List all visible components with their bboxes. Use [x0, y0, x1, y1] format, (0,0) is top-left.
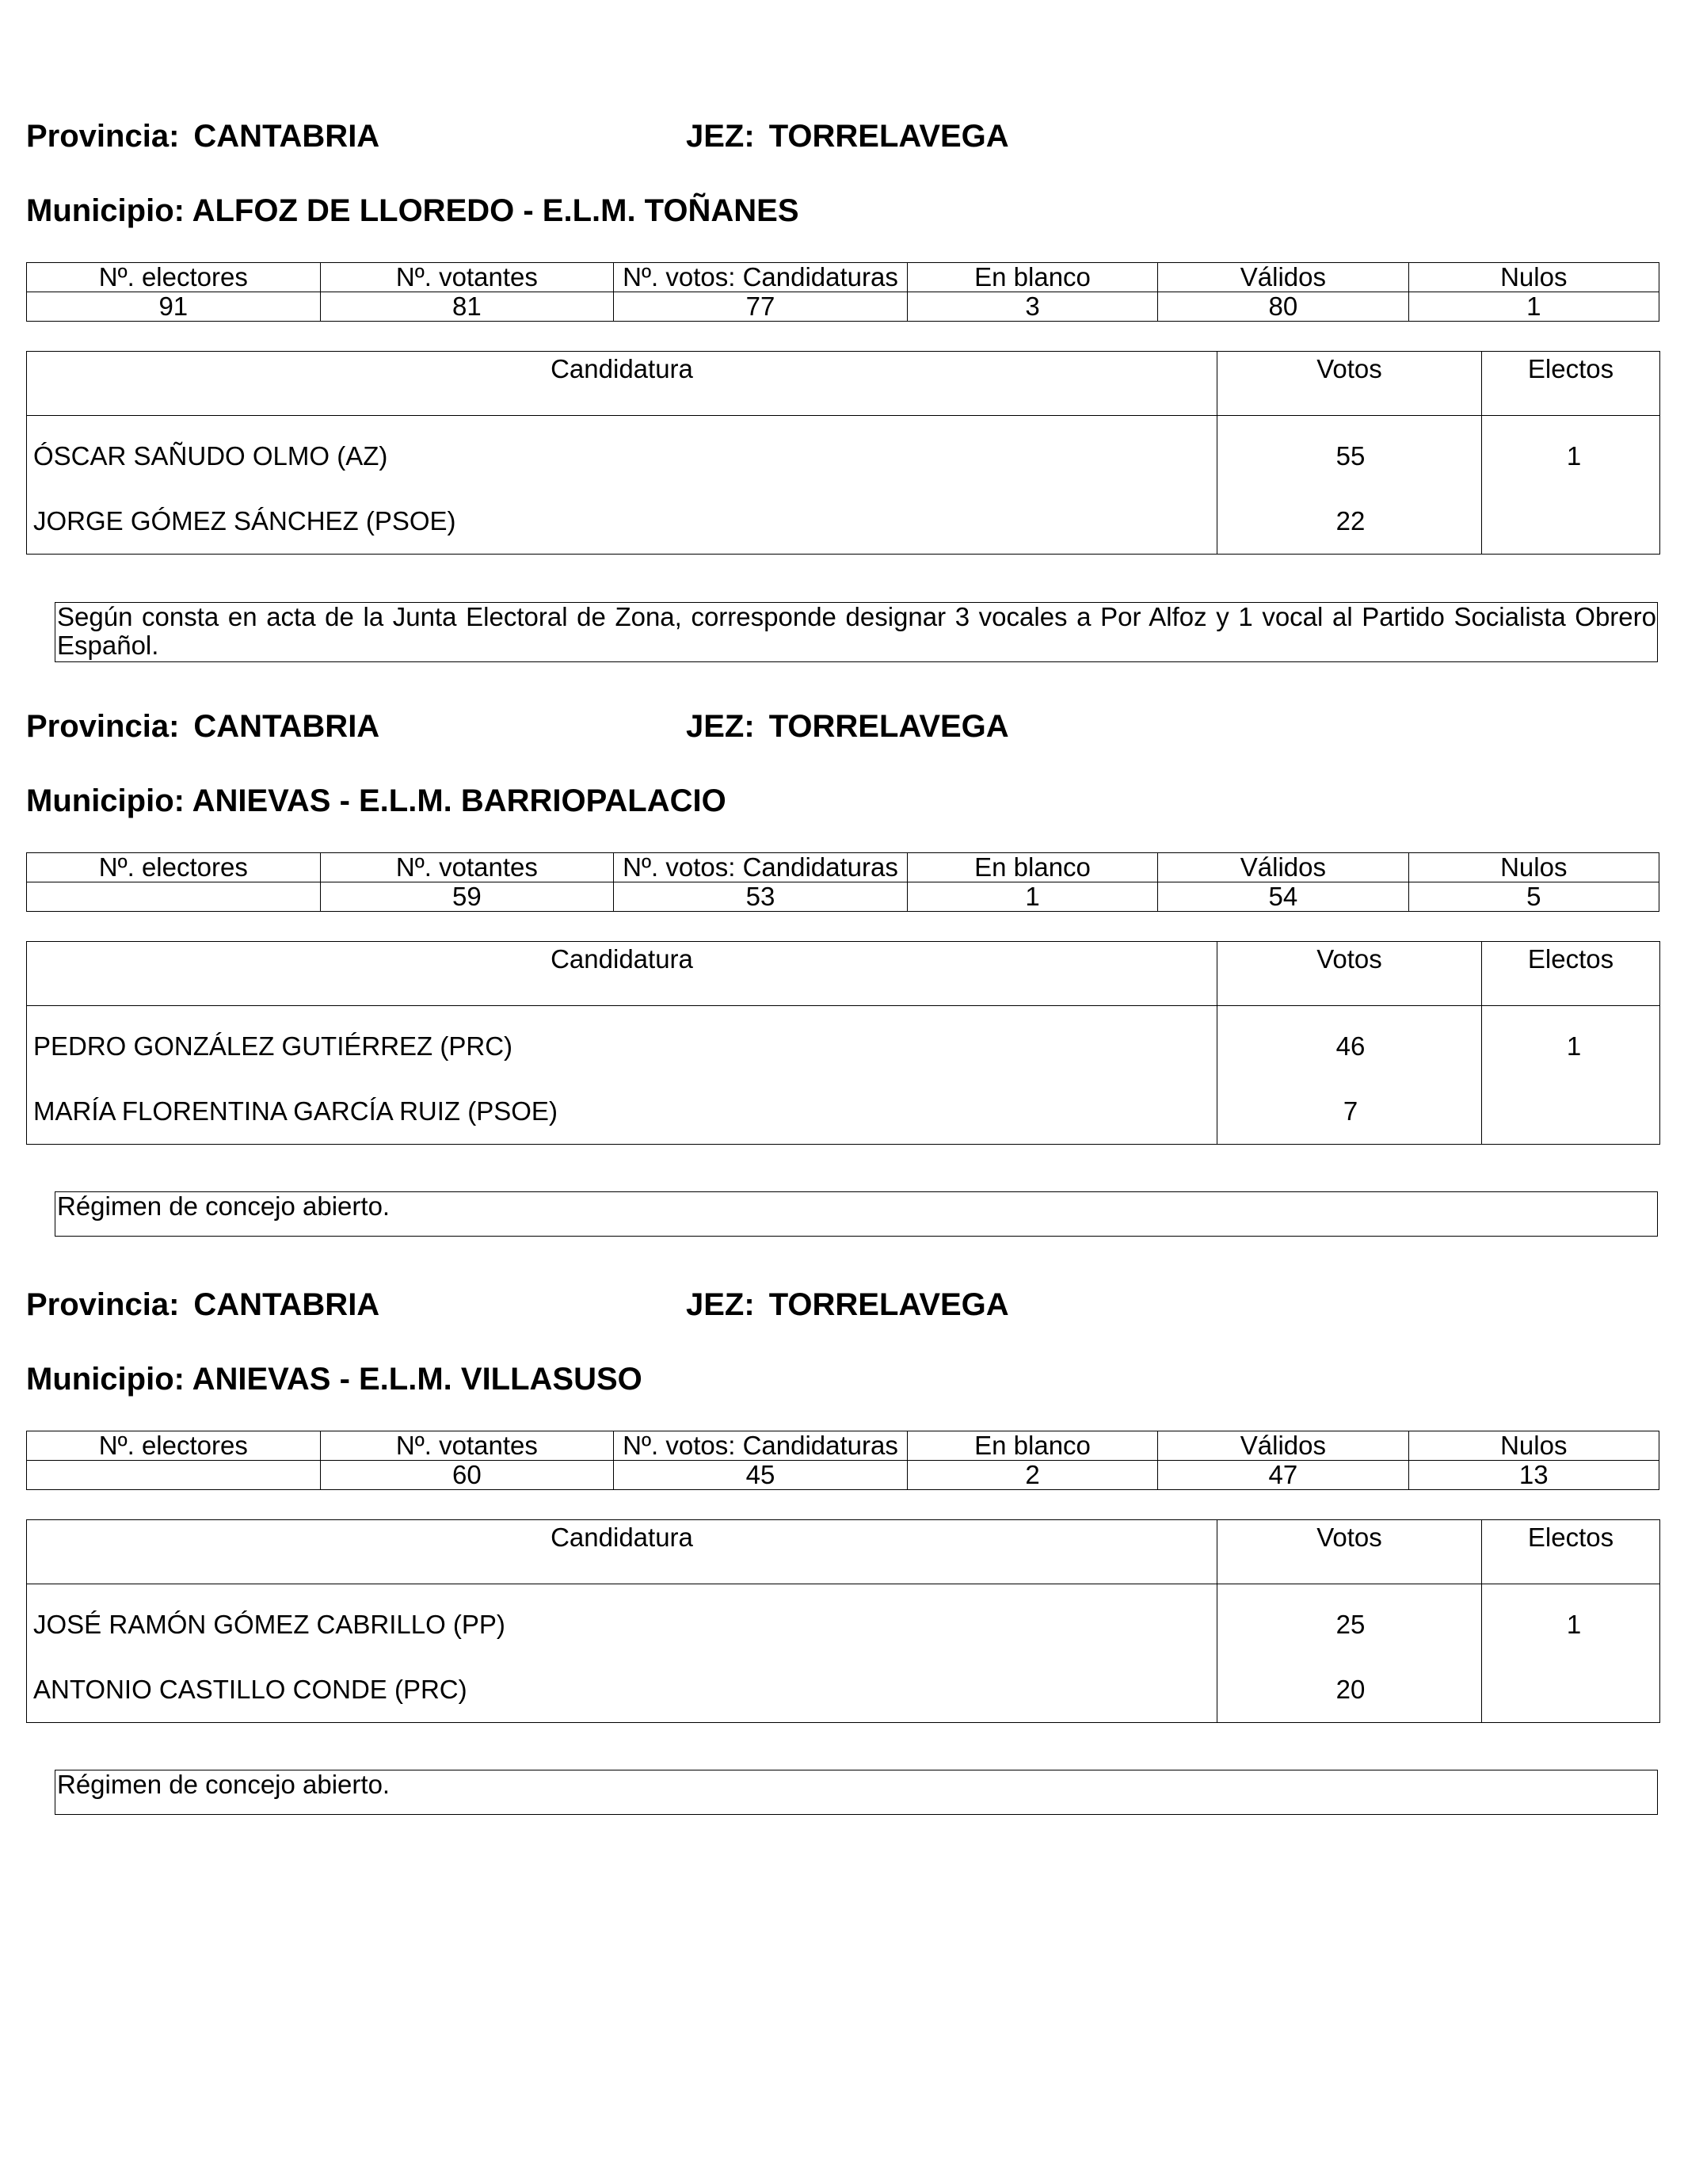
candidates-table — [26, 941, 1660, 1145]
jez-value: TORRELAVEGA — [768, 1287, 1009, 1322]
votos-header: Votos — [1217, 352, 1482, 416]
stats-header-electores: Nº. electores — [27, 263, 321, 292]
stats-nulos: 13 — [1408, 1461, 1659, 1490]
stats-header-en-blanco: En blanco — [907, 263, 1157, 292]
candidate-name: PEDRO GONZÁLEZ GUTIÉRREZ (PRC) — [27, 1006, 1217, 1080]
candidate-electos: 1 — [1482, 1006, 1660, 1080]
stats-table — [26, 1431, 1659, 1490]
stats-votantes: 60 — [320, 1461, 614, 1490]
stats-value-row — [27, 882, 1659, 912]
stats-nulos: 5 — [1408, 882, 1659, 912]
jez-value: TORRELAVEGA — [768, 709, 1009, 744]
candidate-name: JOSÉ RAMÓN GÓMEZ CABRILLO (PP) — [27, 1584, 1217, 1658]
stats-header-electores: Nº. electores — [27, 853, 321, 882]
candidate-votes: 46 — [1217, 1006, 1482, 1080]
provincia-value: CANTABRIA — [193, 1287, 380, 1322]
stats-header-nulos: Nulos — [1408, 1431, 1659, 1461]
candidate-electos: 1 — [1482, 416, 1660, 490]
stats-header-votantes: Nº. votantes — [320, 853, 614, 882]
stats-value-row — [27, 292, 1659, 322]
candidates-table — [26, 1519, 1660, 1723]
candidate-name: ANTONIO CASTILLO CONDE (PRC) — [27, 1657, 1217, 1723]
note-box: Según consta en acta de la Junta Electoral de Zona, corresponde designar 3 vocales a Por Alfoz y 1 vocal al Partido Socialista Obrero Español. — [55, 602, 1658, 662]
jez-label: JEZ: — [686, 709, 755, 744]
provincia-heading — [26, 117, 379, 155]
stats-header-votos-candidaturas: Nº. votos: Candidaturas — [614, 853, 908, 882]
stats-header-en-blanco: En blanco — [907, 853, 1157, 882]
stats-votos-candidaturas: 77 — [614, 292, 908, 322]
provincia-label: Provincia: — [26, 119, 180, 154]
candidate-electos — [1482, 489, 1660, 555]
candidate-row — [27, 1657, 1660, 1723]
candidates-header-row — [27, 352, 1660, 416]
stats-header-votos-candidaturas: Nº. votos: Candidaturas — [614, 1431, 908, 1461]
stats-table — [26, 852, 1659, 912]
provincia-value: CANTABRIA — [193, 709, 380, 744]
stats-votantes: 59 — [320, 882, 614, 912]
stats-electores — [27, 882, 321, 912]
provincia-label: Provincia: — [26, 1287, 180, 1322]
jez-heading — [686, 707, 1009, 745]
stats-votantes: 81 — [320, 292, 614, 322]
electos-header: Electos — [1482, 942, 1660, 1006]
candidatura-header: Candidatura — [27, 1520, 1217, 1584]
note-box: Régimen de concejo abierto. — [55, 1191, 1658, 1237]
candidate-row — [27, 1079, 1660, 1145]
jez-label: JEZ: — [686, 119, 755, 154]
stats-header-validos: Válidos — [1158, 263, 1408, 292]
stats-validos: 54 — [1158, 882, 1408, 912]
candidate-votes: 55 — [1217, 416, 1482, 490]
candidates-header-row — [27, 1520, 1660, 1584]
municipio-label: Municipio: — [26, 783, 185, 818]
stats-electores — [27, 1461, 321, 1490]
stats-nulos: 1 — [1408, 292, 1659, 322]
stats-validos: 47 — [1158, 1461, 1408, 1490]
municipio-value: ANIEVAS - E.L.M. VILLASUSO — [192, 1362, 642, 1397]
candidate-electos: 1 — [1482, 1584, 1660, 1658]
stats-value-row — [27, 1461, 1659, 1490]
candidate-votes: 25 — [1217, 1584, 1482, 1658]
candidate-name: JORGE GÓMEZ SÁNCHEZ (PSOE) — [27, 489, 1217, 555]
candidate-votes: 7 — [1217, 1079, 1482, 1145]
municipio-label: Municipio: — [26, 193, 185, 228]
electos-header: Electos — [1482, 352, 1660, 416]
stats-votos-candidaturas: 53 — [614, 882, 908, 912]
stats-header-nulos: Nulos — [1408, 853, 1659, 882]
note-box: Régimen de concejo abierto. — [55, 1770, 1658, 1815]
municipio-label: Municipio: — [26, 1362, 185, 1397]
candidatura-header: Candidatura — [27, 942, 1217, 1006]
stats-header-row — [27, 263, 1659, 292]
candidate-row — [27, 1006, 1660, 1080]
municipio-heading — [26, 192, 799, 230]
stats-header-electores: Nº. electores — [27, 1431, 321, 1461]
stats-table — [26, 262, 1659, 322]
stats-validos: 80 — [1158, 292, 1408, 322]
stats-header-row — [27, 1431, 1659, 1461]
stats-en-blanco: 3 — [907, 292, 1157, 322]
candidate-electos — [1482, 1657, 1660, 1723]
jez-label: JEZ: — [686, 1287, 755, 1322]
candidate-votes: 22 — [1217, 489, 1482, 555]
candidate-name: MARÍA FLORENTINA GARCÍA RUIZ (PSOE) — [27, 1079, 1217, 1145]
electos-header: Electos — [1482, 1520, 1660, 1584]
candidates-header-row — [27, 942, 1660, 1006]
jez-heading — [686, 1286, 1009, 1324]
municipio-heading — [26, 1360, 642, 1398]
candidatura-header: Candidatura — [27, 352, 1217, 416]
stats-header-validos: Válidos — [1158, 1431, 1408, 1461]
stats-electores: 91 — [27, 292, 321, 322]
stats-header-validos: Válidos — [1158, 853, 1408, 882]
stats-votos-candidaturas: 45 — [614, 1461, 908, 1490]
stats-en-blanco: 2 — [907, 1461, 1157, 1490]
jez-heading — [686, 117, 1009, 155]
candidates-table — [26, 351, 1660, 555]
municipio-value: ALFOZ DE LLOREDO - E.L.M. TOÑANES — [192, 193, 799, 228]
stats-header-votos-candidaturas: Nº. votos: Candidaturas — [614, 263, 908, 292]
provincia-heading — [26, 1286, 379, 1324]
jez-value: TORRELAVEGA — [768, 119, 1009, 154]
provincia-label: Provincia: — [26, 709, 180, 744]
votos-header: Votos — [1217, 942, 1482, 1006]
stats-header-votantes: Nº. votantes — [320, 1431, 614, 1461]
candidate-electos — [1482, 1079, 1660, 1145]
candidate-name: ÓSCAR SAÑUDO OLMO (AZ) — [27, 416, 1217, 490]
candidate-votes: 20 — [1217, 1657, 1482, 1723]
provincia-value: CANTABRIA — [193, 119, 380, 154]
candidate-row — [27, 416, 1660, 490]
stats-header-nulos: Nulos — [1408, 263, 1659, 292]
stats-en-blanco: 1 — [907, 882, 1157, 912]
stats-header-row — [27, 853, 1659, 882]
votos-header: Votos — [1217, 1520, 1482, 1584]
candidate-row — [27, 1584, 1660, 1658]
stats-header-votantes: Nº. votantes — [320, 263, 614, 292]
municipio-value: ANIEVAS - E.L.M. BARRIOPALACIO — [192, 783, 726, 818]
municipio-heading — [26, 782, 726, 820]
candidate-row — [27, 489, 1660, 555]
provincia-heading — [26, 707, 379, 745]
stats-header-en-blanco: En blanco — [907, 1431, 1157, 1461]
